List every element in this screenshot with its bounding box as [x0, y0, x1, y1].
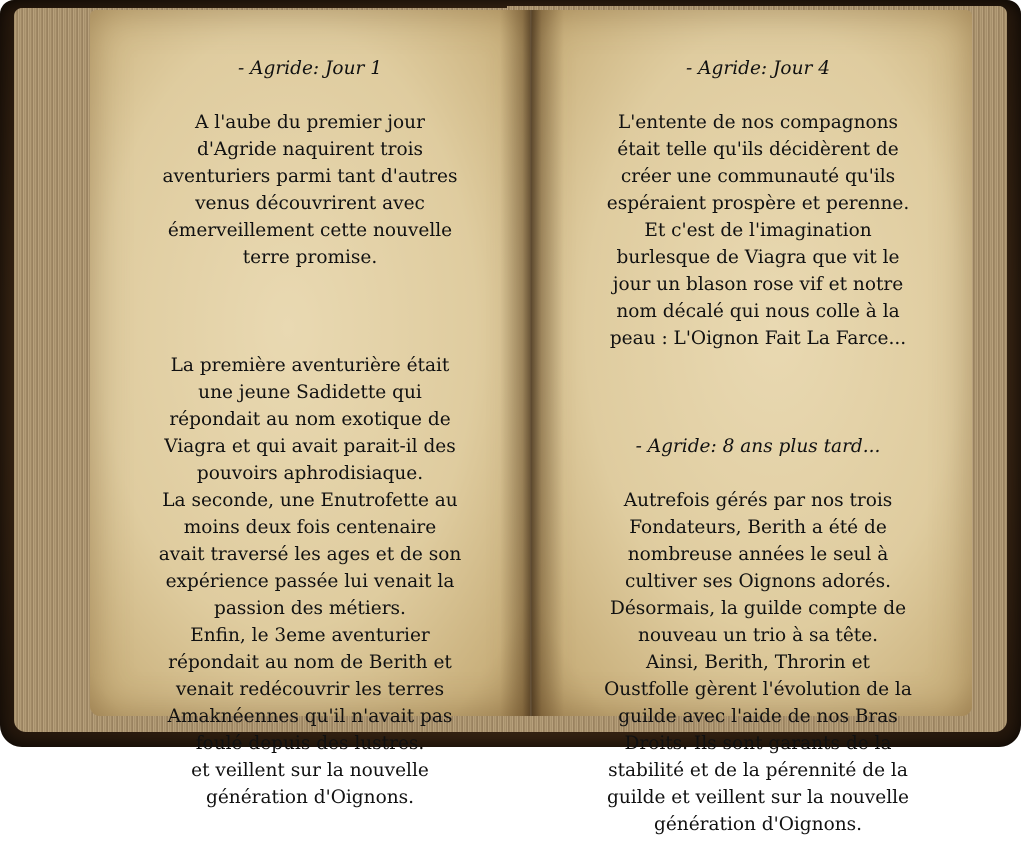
left-paragraph-2: La première aventurière était une jeune Sadidette qui répondait au nom exotique de Viagra et qui avait parait-il des pouvoirs aphrodisiaque. La seconde, une Enutrofette au moins deux fois centenaire avait traversé les ages et de son expérience passée lui venait la passion des métiers. Enfin, le 3eme aventurier répondait au nom de Berith et venait redécouvrir les terres Amaknéennes qu'il n'avait pas foulé depuis des lustres. et veillent sur la nouvelle génération d'Oignons.: [158, 355, 462, 808]
right-page-text: [558, 28, 958, 865]
right-paragraph-1: L'entente de nos compagnons était telle qu'ils décidèrent de créer une communauté qu'ils espéraient prospère et perenne. Et c'est de l'imagination burlesque de Viagra que vit le jour un blason rose vif et notre nom décalé qui nous colle à la peau : L'Oignon Fait La Farce...: [606, 112, 910, 349]
paragraph-gap: [558, 379, 958, 406]
right-heading-1: - Agride: Jour 4: [686, 58, 830, 79]
left-paragraph-1: A l'aube du premier jour d'Agride naquirent trois aventuriers parmi tant d'autres venus découvrirent avec émerveillement cette nouvelle terre promise.: [162, 112, 458, 268]
paragraph-gap: [110, 298, 510, 325]
right-paragraph-2: Autrefois gérés par nos trois Fondateurs, Berith a été de nombreuse années le seul à cultiver ses Oignons adorés. Désormais, la guilde compte de nouveau un trio à sa tête. Ainsi, Berith, Throrin et Oustfolle gèrent l'évolution de la guilde avec l'aide de nos Bras Droits. Ils sont garants de la stabilité et de la pérennité de la guilde et veillent sur la nouvelle génération d'Oignons.: [604, 490, 912, 835]
right-heading-2: - Agride: 8 ans plus tard...: [635, 436, 881, 457]
left-page-text: [110, 28, 510, 838]
left-heading: - Agride: Jour 1: [238, 58, 382, 79]
